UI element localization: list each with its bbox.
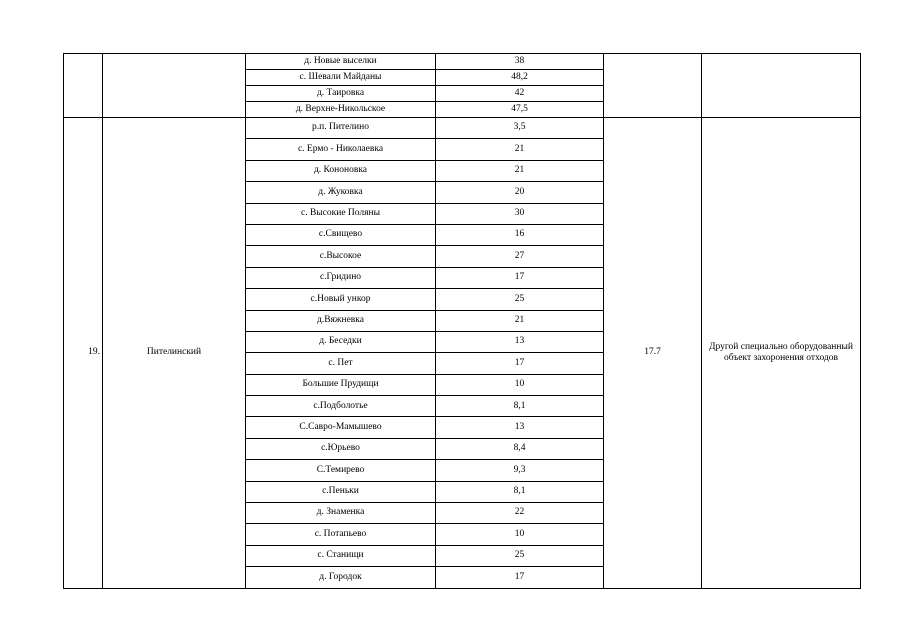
distance-cell: 8,1 xyxy=(436,481,604,502)
distance-cell: 8,4 xyxy=(436,438,604,459)
settlement-cell: с.Высокое xyxy=(246,246,436,267)
settlements-table xyxy=(63,53,861,589)
settlement-cell: с.Юрьево xyxy=(246,438,436,459)
settlement-cell: д. Кононовка xyxy=(246,160,436,181)
settlement-cell: с.Пеньки xyxy=(246,481,436,502)
facility-cell: Другой специально оборудованный объект захоронения отходов xyxy=(702,118,861,589)
settlement-cell: с.Новый ункор xyxy=(246,289,436,310)
settlement-cell: с. Высокие Поляны xyxy=(246,203,436,224)
settlement-cell: д. Таировка xyxy=(246,86,436,102)
distance-cell: 42 xyxy=(436,86,604,102)
distance-cell: 10 xyxy=(436,374,604,395)
distance-cell: 17 xyxy=(436,353,604,374)
distance-cell: 9,3 xyxy=(436,460,604,481)
prev-total-cell xyxy=(604,54,702,118)
settlement-cell: С.Савро-Мамышево xyxy=(246,417,436,438)
settlement-cell: д. Верхне-Никольское xyxy=(246,102,436,118)
settlement-cell: д. Знаменка xyxy=(246,503,436,524)
table-row xyxy=(64,54,861,70)
settlement-cell: с.Гридино xyxy=(246,267,436,288)
settlement-cell: С.Темирево xyxy=(246,460,436,481)
distance-cell: 10 xyxy=(436,524,604,545)
distance-cell: 8,1 xyxy=(436,396,604,417)
settlement-cell: с. Шевали Майданы xyxy=(246,70,436,86)
distance-cell: 13 xyxy=(436,331,604,352)
settlement-cell: д. Жуковка xyxy=(246,182,436,203)
settlement-cell: р.п. Пителино xyxy=(246,118,436,139)
table-body xyxy=(64,54,861,589)
settlement-cell: с. Потапьево xyxy=(246,524,436,545)
total-cell: 17.7 xyxy=(604,118,702,589)
settlement-cell: с. Ермо - Николаевка xyxy=(246,139,436,160)
distance-cell: 17 xyxy=(436,267,604,288)
distance-cell: 21 xyxy=(436,310,604,331)
table-row xyxy=(64,118,861,139)
settlement-cell: с.Подболотье xyxy=(246,396,436,417)
settlement-cell: д.Вяжневка xyxy=(246,310,436,331)
prev-facility-cell xyxy=(702,54,861,118)
distance-cell: 13 xyxy=(436,417,604,438)
distance-cell: 17 xyxy=(436,567,604,588)
distance-cell: 38 xyxy=(436,54,604,70)
distance-cell: 20 xyxy=(436,182,604,203)
district-cell: Пителинский xyxy=(103,118,246,589)
distance-cell: 27 xyxy=(436,246,604,267)
settlement-cell: д. Городок xyxy=(246,567,436,588)
distance-cell: 25 xyxy=(436,545,604,566)
distance-cell: 22 xyxy=(436,503,604,524)
distance-cell: 21 xyxy=(436,139,604,160)
settlement-cell: д. Новые выселки xyxy=(246,54,436,70)
distance-cell: 25 xyxy=(436,289,604,310)
prev-district-cell xyxy=(103,54,246,118)
prev-number-cell xyxy=(64,54,103,118)
settlement-cell: Большие Прудищи xyxy=(246,374,436,395)
row-number-cell: 19. xyxy=(64,118,103,589)
settlement-cell: д. Беседки xyxy=(246,331,436,352)
settlement-cell: с.Свищево xyxy=(246,224,436,245)
settlement-cell: с. Пет xyxy=(246,353,436,374)
distance-cell: 21 xyxy=(436,160,604,181)
distance-cell: 30 xyxy=(436,203,604,224)
distance-cell: 16 xyxy=(436,224,604,245)
distance-cell: 47,5 xyxy=(436,102,604,118)
distance-cell: 3,5 xyxy=(436,118,604,139)
distance-cell: 48,2 xyxy=(436,70,604,86)
settlement-cell: с. Станищи xyxy=(246,545,436,566)
